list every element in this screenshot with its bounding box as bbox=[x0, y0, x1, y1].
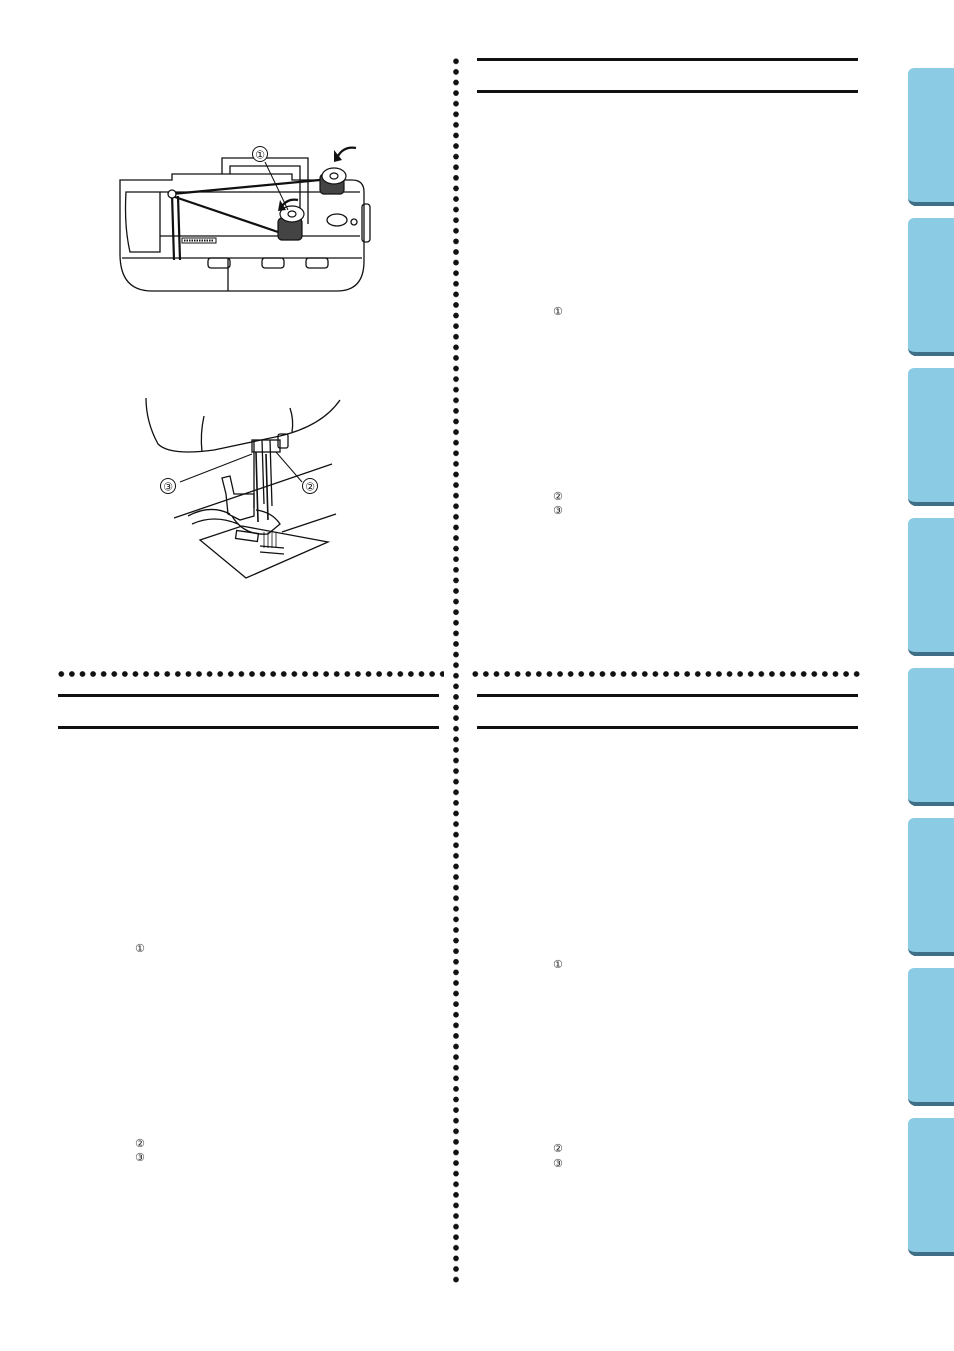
presser-foot-illustration bbox=[144, 396, 342, 584]
side-tab-3[interactable] bbox=[908, 368, 954, 506]
section-top-right-rule-bottom bbox=[477, 90, 858, 93]
side-tab-1[interactable] bbox=[908, 68, 954, 206]
side-tab-4[interactable] bbox=[908, 518, 954, 656]
figure1-callout-1: ① bbox=[255, 148, 265, 162]
horizontal-dotted-divider-right bbox=[470, 670, 862, 678]
bottom-right-marker-1: ① bbox=[553, 958, 563, 971]
top-right-marker-1: ① bbox=[553, 305, 563, 318]
bottom-left-marker-1: ① bbox=[135, 942, 145, 955]
section-bottom-right-rule-top bbox=[477, 694, 858, 697]
side-tab-6[interactable] bbox=[908, 818, 954, 956]
section-bottom-left-rule-top bbox=[58, 694, 439, 697]
side-tab-7[interactable] bbox=[908, 968, 954, 1106]
top-right-marker-3: ③ bbox=[553, 504, 563, 517]
figure2-callout-3: ③ bbox=[163, 480, 173, 494]
side-tab-8[interactable] bbox=[908, 1118, 954, 1256]
vertical-dotted-divider bbox=[452, 56, 460, 1284]
bottom-left-marker-3: ③ bbox=[135, 1151, 145, 1164]
figure2-callout-2: ② bbox=[305, 480, 315, 494]
horizontal-dotted-divider-left bbox=[56, 670, 444, 678]
section-bottom-right-rule-bottom bbox=[477, 726, 858, 729]
bottom-left-marker-2: ② bbox=[135, 1137, 145, 1150]
side-tab-5[interactable] bbox=[908, 668, 954, 806]
sewing-machine-top-view-illustration bbox=[112, 136, 376, 298]
bottom-right-marker-2: ② bbox=[553, 1142, 563, 1155]
section-top-right-rule-top bbox=[477, 58, 858, 61]
section-bottom-left-rule-bottom bbox=[58, 726, 439, 729]
top-right-marker-2: ② bbox=[553, 490, 563, 503]
side-tab-2[interactable] bbox=[908, 218, 954, 356]
bottom-right-marker-3: ③ bbox=[553, 1157, 563, 1170]
